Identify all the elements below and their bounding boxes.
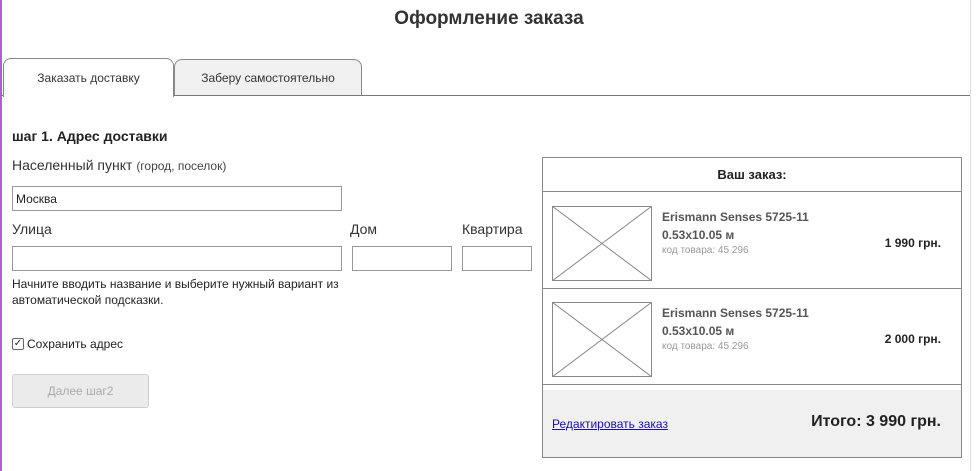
item-name[interactable]: Erismann Senses 5725-11 — [662, 306, 809, 320]
next-step-button[interactable]: Далее шаг2 — [12, 374, 149, 408]
order-footer — [543, 390, 961, 457]
street-label: Улица — [12, 221, 52, 237]
apartment-label: Квартира — [462, 221, 523, 237]
city-input[interactable] — [12, 186, 342, 211]
item-size: 0.53x10.05 м — [662, 228, 735, 242]
save-address-label: Сохранить адрес — [27, 337, 123, 351]
house-label: Дом — [350, 221, 378, 237]
item-code: код товара: 45 296 — [662, 341, 749, 352]
order-title: Ваш заказ: — [543, 158, 961, 192]
save-address-row[interactable] — [12, 337, 123, 351]
order-summary — [542, 157, 962, 458]
item-price: 1 990 грн. — [884, 236, 941, 250]
product-image-placeholder-icon — [552, 206, 652, 281]
order-total: Итого: 3 990 грн. — [811, 413, 941, 430]
edit-order-link[interactable]: Редактировать заказ — [552, 417, 668, 431]
scroll-edge — [970, 0, 971, 471]
street-input[interactable] — [12, 246, 342, 271]
item-size: 0.53x10.05 м — [662, 324, 735, 338]
city-label-text: Населенный пункт — [12, 157, 133, 173]
city-label — [12, 157, 226, 173]
apartment-input[interactable] — [462, 246, 532, 271]
product-image-placeholder-icon — [552, 302, 652, 377]
page-title: Оформление заказа — [394, 8, 584, 29]
order-item — [543, 193, 961, 289]
window-edge — [0, 0, 2, 471]
item-price: 2 000 грн. — [884, 332, 941, 346]
order-item — [543, 289, 961, 385]
step-heading: шаг 1. Адрес доставки — [12, 128, 168, 144]
save-address-checkbox[interactable]: ✓ — [13, 338, 23, 349]
house-input[interactable] — [352, 246, 452, 271]
item-name[interactable]: Erismann Senses 5725-11 — [662, 210, 809, 224]
tab-delivery[interactable]: Заказать доставку — [3, 58, 174, 97]
city-label-hint: (город, поселок) — [136, 159, 227, 173]
address-help-text: Начните вводить название и выберите нужный вариант из автоматической подсказки. — [12, 277, 339, 307]
item-code: код товара: 45 296 — [662, 245, 749, 256]
tab-pickup[interactable]: Заберу самостоятельно — [174, 59, 362, 95]
